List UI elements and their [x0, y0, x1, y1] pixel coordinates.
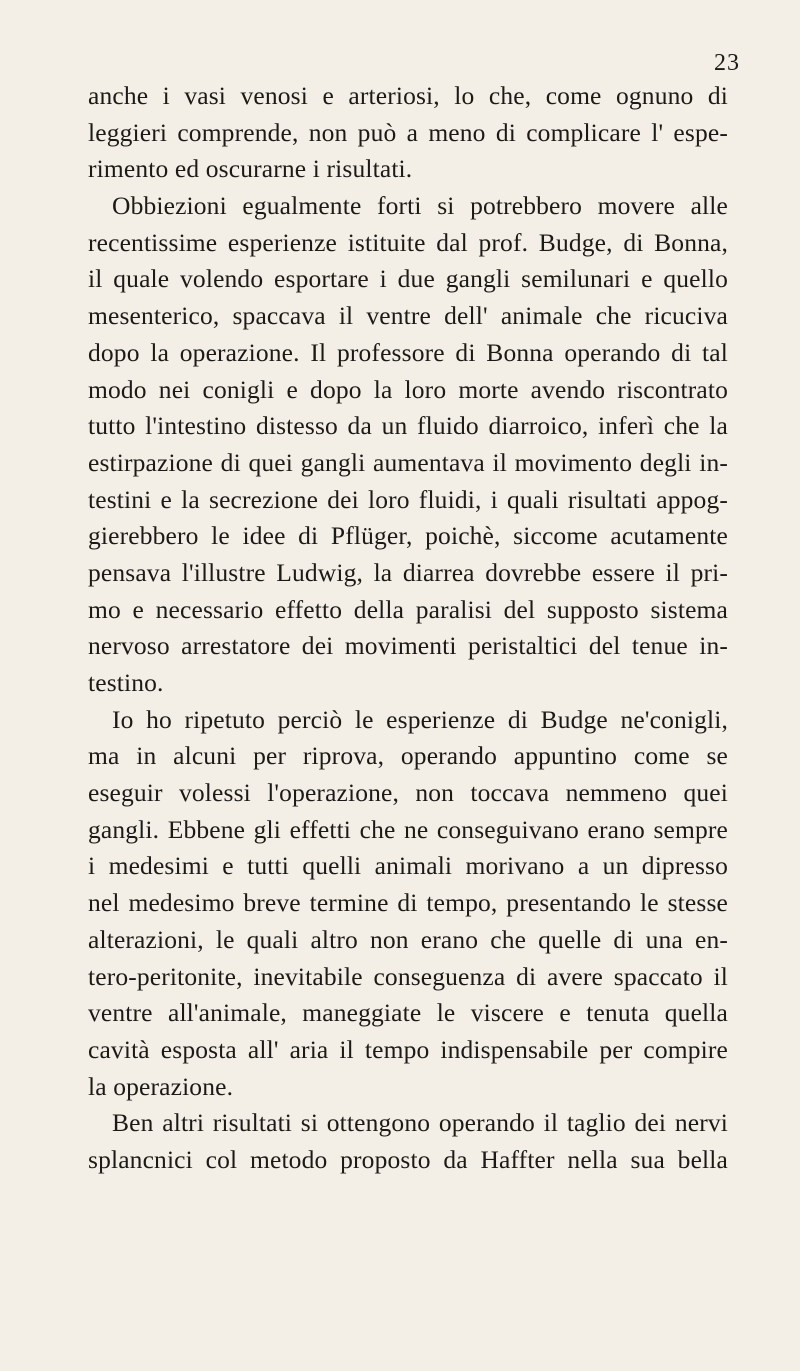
text-line: estirpazione di quei gangli aumentava il movimento degli in-: [88, 447, 728, 477]
text-line: cavità esposta all' aria il tempo indispensabile per compire: [88, 1034, 728, 1064]
text-line: alterazioni, le quali altro non erano che quelle di una en-: [88, 924, 728, 954]
text-line: la operazione.: [88, 1071, 234, 1101]
text-line: Ben altri risultati si ottengono operando il taglio dei nervi: [112, 1108, 728, 1138]
text-line: nervoso arrestatore dei movimenti peristaltici del tenue in-: [88, 631, 728, 661]
text-line: ventre all'animale, maneggiate le viscere e tenuta quella: [88, 998, 728, 1028]
text-line: pensava l'illustre Ludwig, la diarrea dovrebbe essere il pri-: [88, 557, 728, 587]
text-line: dopo la operazione. Il professore di Bonna operando di tal: [88, 337, 728, 367]
body-text: [88, 78, 728, 1179]
text-line: tutto l'intestino distesso da un fluido diarroico, inferì che la: [88, 411, 728, 441]
text-line: i medesimi e tutti quelli animali morivano a un dipresso: [88, 851, 728, 881]
text-line: tero-peritonite, inevitabile conseguenza di avere spaccato il: [88, 961, 728, 991]
text-line: testini e la secrezione dei loro fluidi, i quali risultati appog-: [88, 484, 728, 514]
text-line: gierebbero le idee di Pflüger, poichè, siccome acutamente: [88, 521, 728, 551]
text-line: il quale volendo esportare i due gangli semilunari e quello: [88, 264, 728, 294]
text-line: Io ho ripetuto perciò le esperienze di Budge ne'conigli,: [112, 704, 728, 734]
text-line: nel medesimo breve termine di tempo, presentando le stesse: [88, 888, 728, 918]
text-line: testino.: [88, 668, 164, 697]
text-line: gangli. Ebbene gli effetti che ne conseguivano erano sempre: [88, 814, 728, 844]
page-number: 23: [714, 50, 740, 76]
text-line: leggieri comprende, non può a meno di complicare l' espe-: [88, 117, 728, 147]
text-line: ma in alcuni per riprova, operando appuntino come se: [88, 741, 728, 771]
text-line: mo e necessario effetto della paralisi del supposto sistema: [88, 594, 728, 624]
text-line: recentissime esperienze istituite dal prof. Budge, di Bonna,: [88, 227, 728, 257]
text-line: rimento ed oscurarne i risultati.: [88, 154, 413, 184]
text-line: modo nei conigli e dopo la loro morte avendo riscontrato: [88, 374, 728, 404]
text-line: splancnici col metodo proposto da Haffter nella sua bella: [88, 1144, 728, 1174]
text-line: mesenterico, spaccava il ventre dell' animale che ricuciva: [88, 301, 728, 331]
text-line: anche i vasi venosi e arteriosi, lo che, come ognuno di: [88, 81, 728, 110]
text-line: Obbiezioni egualmente forti si potrebbero movere alle: [112, 191, 728, 221]
text-line: eseguir volessi l'operazione, non toccava nemmeno quei: [88, 778, 728, 808]
